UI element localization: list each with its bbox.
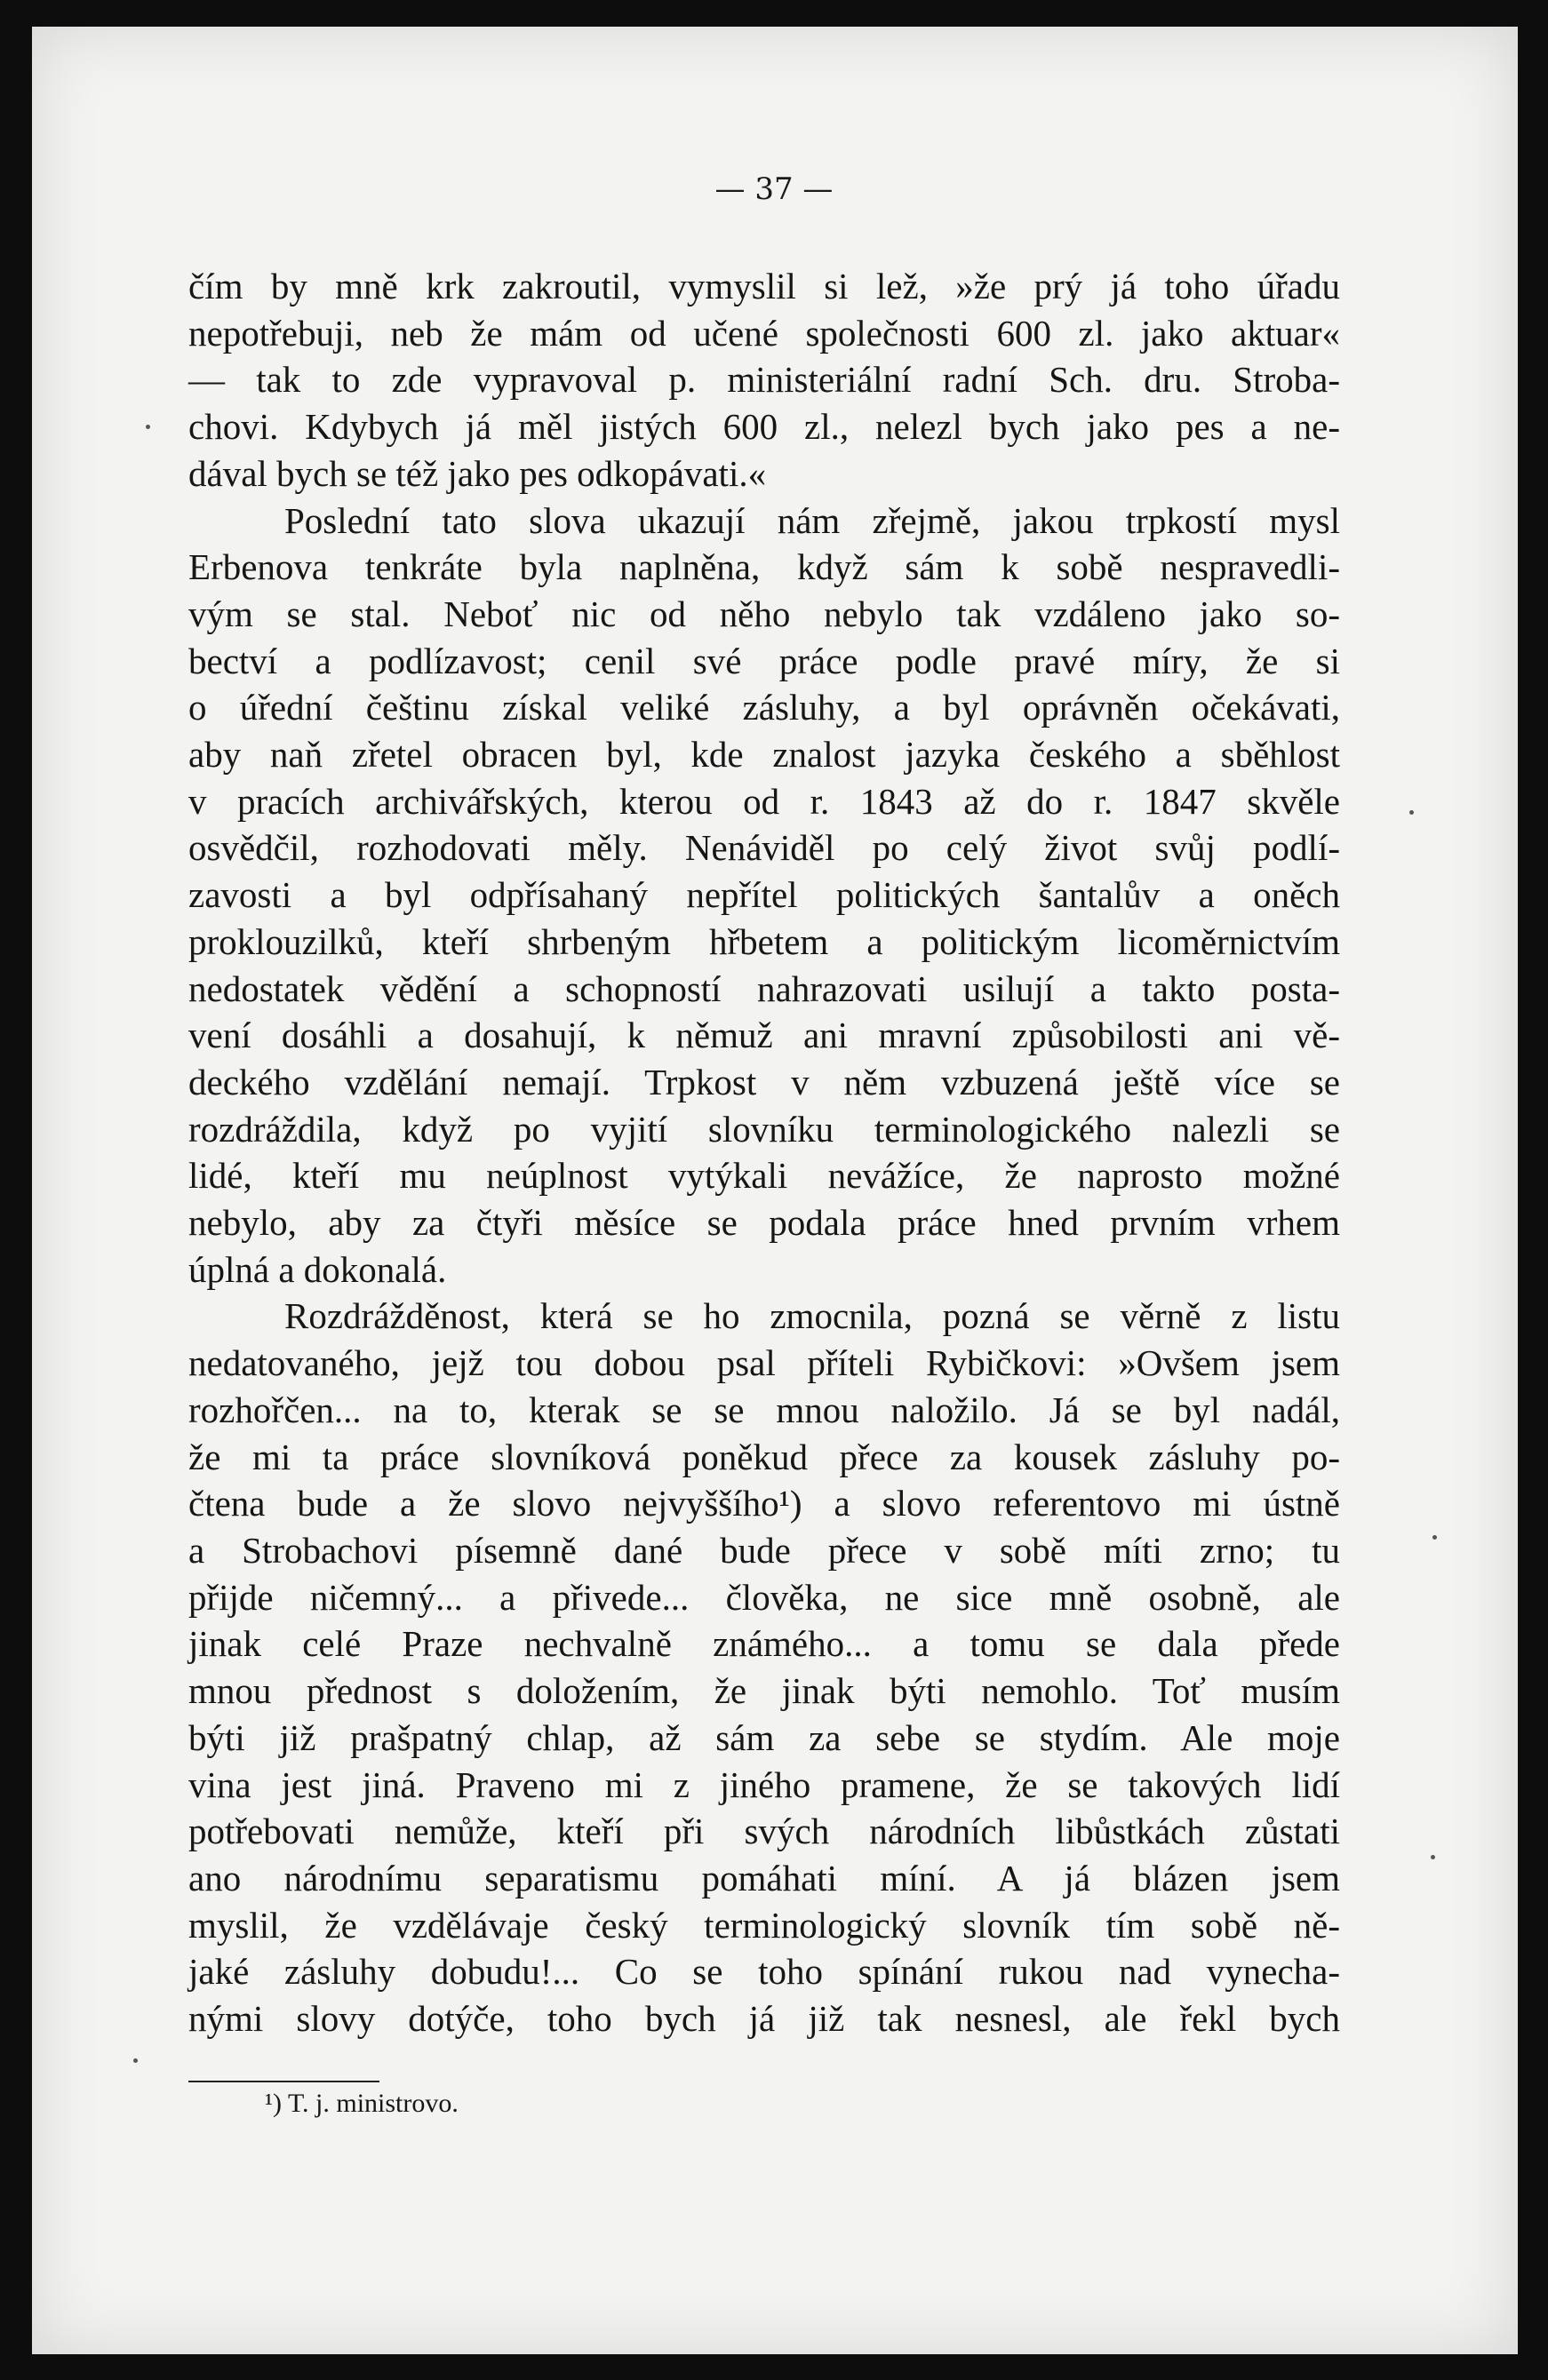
text-line: nými slovy dotýče, toho bych já již tak nesnesl, ale řekl bych (188, 1998, 1340, 2040)
text-line: že mi ta práce slovníková poněkud přece za kousek zásluhy po- (188, 1436, 1340, 1477)
text-line: v pracích archivářských, kterou od r. 1843 až do r. 1847 skvěle (188, 780, 1340, 822)
text-line: — tak to zde vypravoval p. ministeriální radní Sch. dru. Stroba- (188, 359, 1340, 401)
text-line: deckého vzdělání nemají. Trpkost v něm vzbuzená ještě více se (188, 1061, 1340, 1102)
scan-speck (1409, 810, 1414, 815)
paragraph-1 (188, 263, 1340, 497)
scan-speck (133, 2058, 138, 2063)
paragraph-3 (188, 1293, 1340, 2042)
text-line: Rozdrážděnost, která se ho zmocnila, pozná se věrně z listu (284, 1295, 1340, 1337)
text-line: dával bych se též jako pes odkopávati.« (188, 452, 767, 494)
text-line: a Strobachovi písemně dané bude přece v sobě míti zrno; tu (188, 1529, 1340, 1571)
text-line: vým se stal. Neboť nic od něho nebylo tak vzdáleno jako so- (188, 593, 1340, 634)
page-number: — 37 — (714, 171, 834, 207)
scan-speck (146, 425, 150, 429)
text-line: ano národnímu separatismu pomáhati míní. A já blázen jsem (188, 1857, 1340, 1898)
text-line: jinak celé Praze nechvalně známého... a tomu se dala přede (188, 1623, 1340, 1665)
scan-speck (1431, 1855, 1435, 1859)
text-line: býti již prašpatný chlap, až sám za sebe se stydím. Ale moje (188, 1716, 1340, 1758)
text-line: o úřední češtinu získal veliké zásluhy, a byl oprávněn očekávati, (188, 687, 1340, 728)
text-line: čtena bude a že slovo nejvyššího¹) a slovo referentovo mi ústně (188, 1483, 1340, 1524)
text-line: Erbenova tenkráte byla naplněna, když sám k sobě nespravedli- (188, 546, 1340, 588)
body-text (188, 263, 1340, 2042)
text-line: nepotřebuji, neb že mám od učené společnosti 600 zl. jako aktuar« (188, 312, 1340, 354)
text-line: Poslední tato slova ukazují nám zřejmě, jakou trpkostí mysl (284, 499, 1340, 541)
text-line: vina jest jiná. Praveno mi z jiného pramene, že se takových lidí (188, 1763, 1340, 1805)
text-line: chovi. Kdybych já měl jistých 600 zl., nelezl bych jako pes a ne- (188, 406, 1340, 448)
paragraph-2 (188, 497, 1340, 1293)
text-line: zavosti a byl odpřísahaný nepřítel politických šantalův a oněch (188, 874, 1340, 916)
text-line: nedostatek vědění a schopností nahrazovati usilují a takto posta- (188, 967, 1340, 1009)
text-line: vení dosáhli a dosahují, k němuž ani mravní způsobilosti ani vě- (188, 1015, 1340, 1056)
text-line: aby naň zřetel obracen byl, kde znalost jazyka českého a sběhlost (188, 734, 1340, 776)
text-line: rozhořčen... na to, kterak se se mnou naložilo. Já se byl nadál, (188, 1389, 1340, 1430)
text-line: myslil, že vzdělávaje český terminologický slovník tím sobě ně- (188, 1904, 1340, 1946)
text-line: osvědčil, rozhodovati měly. Nenáviděl po celý život svůj podlí- (188, 827, 1340, 869)
text-line: nedatovaného, jejž tou dobou psal příteli Rybičkovi: »Ovšem jsem (188, 1342, 1340, 1384)
text-line: jaké zásluhy dobudu!... Co se toho spínání rukou nad vynecha- (188, 1951, 1340, 1993)
text-line: proklouzilků, kteří shrbeným hřbetem a politickým licoměrnictvím (188, 920, 1340, 962)
text-line: potřebovati nemůže, kteří při svých národních libůstkách zůstati (188, 1811, 1340, 1852)
footnote: ¹) T. j. ministrovo. (265, 2089, 459, 2118)
text-line: úplná a dokonalá. (188, 1248, 447, 1290)
scan-speck (1432, 1535, 1437, 1540)
text-line: mnou přednost s doložením, že jinak býti nemohlo. Toť musím (188, 1670, 1340, 1712)
text-line: lidé, kteří mu neúplnost vytýkali nevážíce, že naprosto možné (188, 1155, 1340, 1197)
text-line: bectví a podlízavost; cenil své práce podle pravé míry, že si (188, 640, 1340, 681)
footnote-divider (188, 2081, 379, 2082)
text-line: přijde ničemný... a přivede... člověka, ne sice mně osobně, ale (188, 1576, 1340, 1618)
text-line: rozdráždila, když po vyjití slovníku terminologického nalezli se (188, 1108, 1340, 1150)
text-line: čím by mně krk zakroutil, vymyslil si lež, »že prý já toho úřadu (188, 266, 1340, 306)
text-line: nebylo, aby za čtyři měsíce se podala práce hned prvním vrhem (188, 1202, 1340, 1244)
